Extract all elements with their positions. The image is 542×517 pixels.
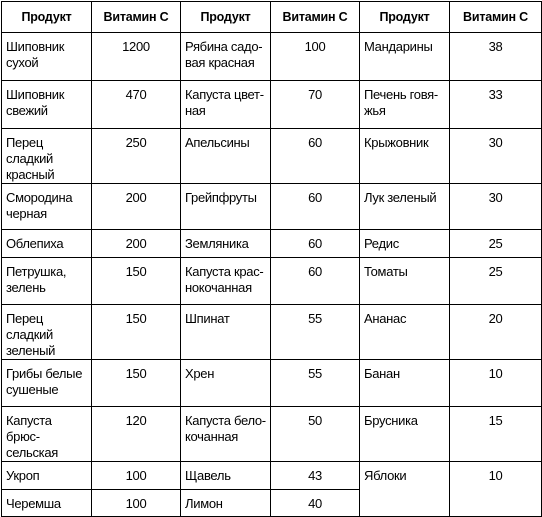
product-cell: Грибы белые сушеные: [2, 360, 92, 407]
product-cell: Лук зеленый: [360, 184, 450, 230]
vitamin-c-value: 200: [92, 230, 181, 258]
product-cell: Шиповник свежий: [2, 81, 92, 129]
table-row: [2, 129, 542, 184]
product-cell: Земляника: [181, 230, 271, 258]
vitamin-c-value: 30: [450, 129, 542, 184]
vitamin-c-value: 100: [271, 33, 360, 81]
table-row: [2, 462, 542, 490]
product-cell: Лимон: [181, 490, 271, 517]
product-cell: Шиповник сухой: [2, 33, 92, 81]
vitamin-c-value: 10: [450, 360, 542, 407]
table-row: [2, 81, 542, 129]
vitamin-c-value: 470: [92, 81, 181, 129]
table-header-row: [2, 2, 542, 33]
product-cell: Капуста брюс- сельская: [2, 407, 92, 462]
vitamin-c-value: 55: [271, 305, 360, 360]
product-cell: Хрен: [181, 360, 271, 407]
product-cell: Смородина черная: [2, 184, 92, 230]
vitamin-c-value: 60: [271, 258, 360, 305]
product-cell: Томаты: [360, 258, 450, 305]
product-cell: Печень говя- жья: [360, 81, 450, 129]
table-row: [2, 258, 542, 305]
table-row: [2, 230, 542, 258]
product-cell: Редис: [360, 230, 450, 258]
product-cell: Укроп: [2, 462, 92, 490]
vitamin-c-value: 120: [92, 407, 181, 462]
vitamin-c-value: 60: [271, 230, 360, 258]
vitamin-c-value: 25: [450, 230, 542, 258]
vitamin-c-value: 150: [92, 258, 181, 305]
vitamin-c-value: 25: [450, 258, 542, 305]
vitamin-c-value: 50: [271, 407, 360, 462]
product-cell: Перец сладкий красный: [2, 129, 92, 184]
vitamin-c-value: 60: [271, 184, 360, 230]
vitamin-c-table: [1, 1, 542, 517]
vitamin-c-value: 40: [271, 490, 360, 517]
product-cell: Щавель: [181, 462, 271, 490]
table-row: [2, 33, 542, 81]
table-row: [2, 305, 542, 360]
product-cell: Черемша: [2, 490, 92, 517]
product-cell: Апельсины: [181, 129, 271, 184]
vitamin-c-value: 15: [450, 407, 542, 462]
table-row: [2, 407, 542, 462]
header-product-1: Продукт: [2, 2, 92, 33]
product-cell: Капуста крас- нокочанная: [181, 258, 271, 305]
vitamin-c-value: 70: [271, 81, 360, 129]
product-cell: Яблоки: [360, 462, 450, 517]
product-cell: Петрушка, зелень: [2, 258, 92, 305]
product-cell: Мандарины: [360, 33, 450, 81]
vitamin-c-value: 20: [450, 305, 542, 360]
vitamin-c-value: 60: [271, 129, 360, 184]
vitamin-c-value: 250: [92, 129, 181, 184]
product-cell: Брусника: [360, 407, 450, 462]
product-cell: Банан: [360, 360, 450, 407]
header-vitamin-c-1: Витамин С: [92, 2, 181, 33]
vitamin-c-value: 100: [92, 490, 181, 517]
product-cell: Ананас: [360, 305, 450, 360]
product-cell: Облепиха: [2, 230, 92, 258]
vitamin-c-value: 33: [450, 81, 542, 129]
vitamin-c-value: 10: [450, 462, 542, 517]
product-cell: Перец сладкий зеленый: [2, 305, 92, 360]
product-cell: Шпинат: [181, 305, 271, 360]
vitamin-c-value: 150: [92, 360, 181, 407]
vitamin-c-value: 1200: [92, 33, 181, 81]
header-product-3: Продукт: [360, 2, 450, 33]
product-cell: Капуста бело- кочанная: [181, 407, 271, 462]
vitamin-c-value: 30: [450, 184, 542, 230]
vitamin-c-value: 55: [271, 360, 360, 407]
product-cell: Капуста цвет- ная: [181, 81, 271, 129]
table-row: [2, 184, 542, 230]
vitamin-c-value: 38: [450, 33, 542, 81]
product-cell: Рябина садо- вая красная: [181, 33, 271, 81]
header-vitamin-c-2: Витамин С: [271, 2, 360, 33]
product-cell: Крыжовник: [360, 129, 450, 184]
vitamin-c-value: 100: [92, 462, 181, 490]
vitamin-c-value: 200: [92, 184, 181, 230]
vitamin-c-value: 150: [92, 305, 181, 360]
product-cell: Грейпфруты: [181, 184, 271, 230]
vitamin-c-value: 43: [271, 462, 360, 490]
header-product-2: Продукт: [181, 2, 271, 33]
table-row: [2, 360, 542, 407]
header-vitamin-c-3: Витамин С: [450, 2, 542, 33]
